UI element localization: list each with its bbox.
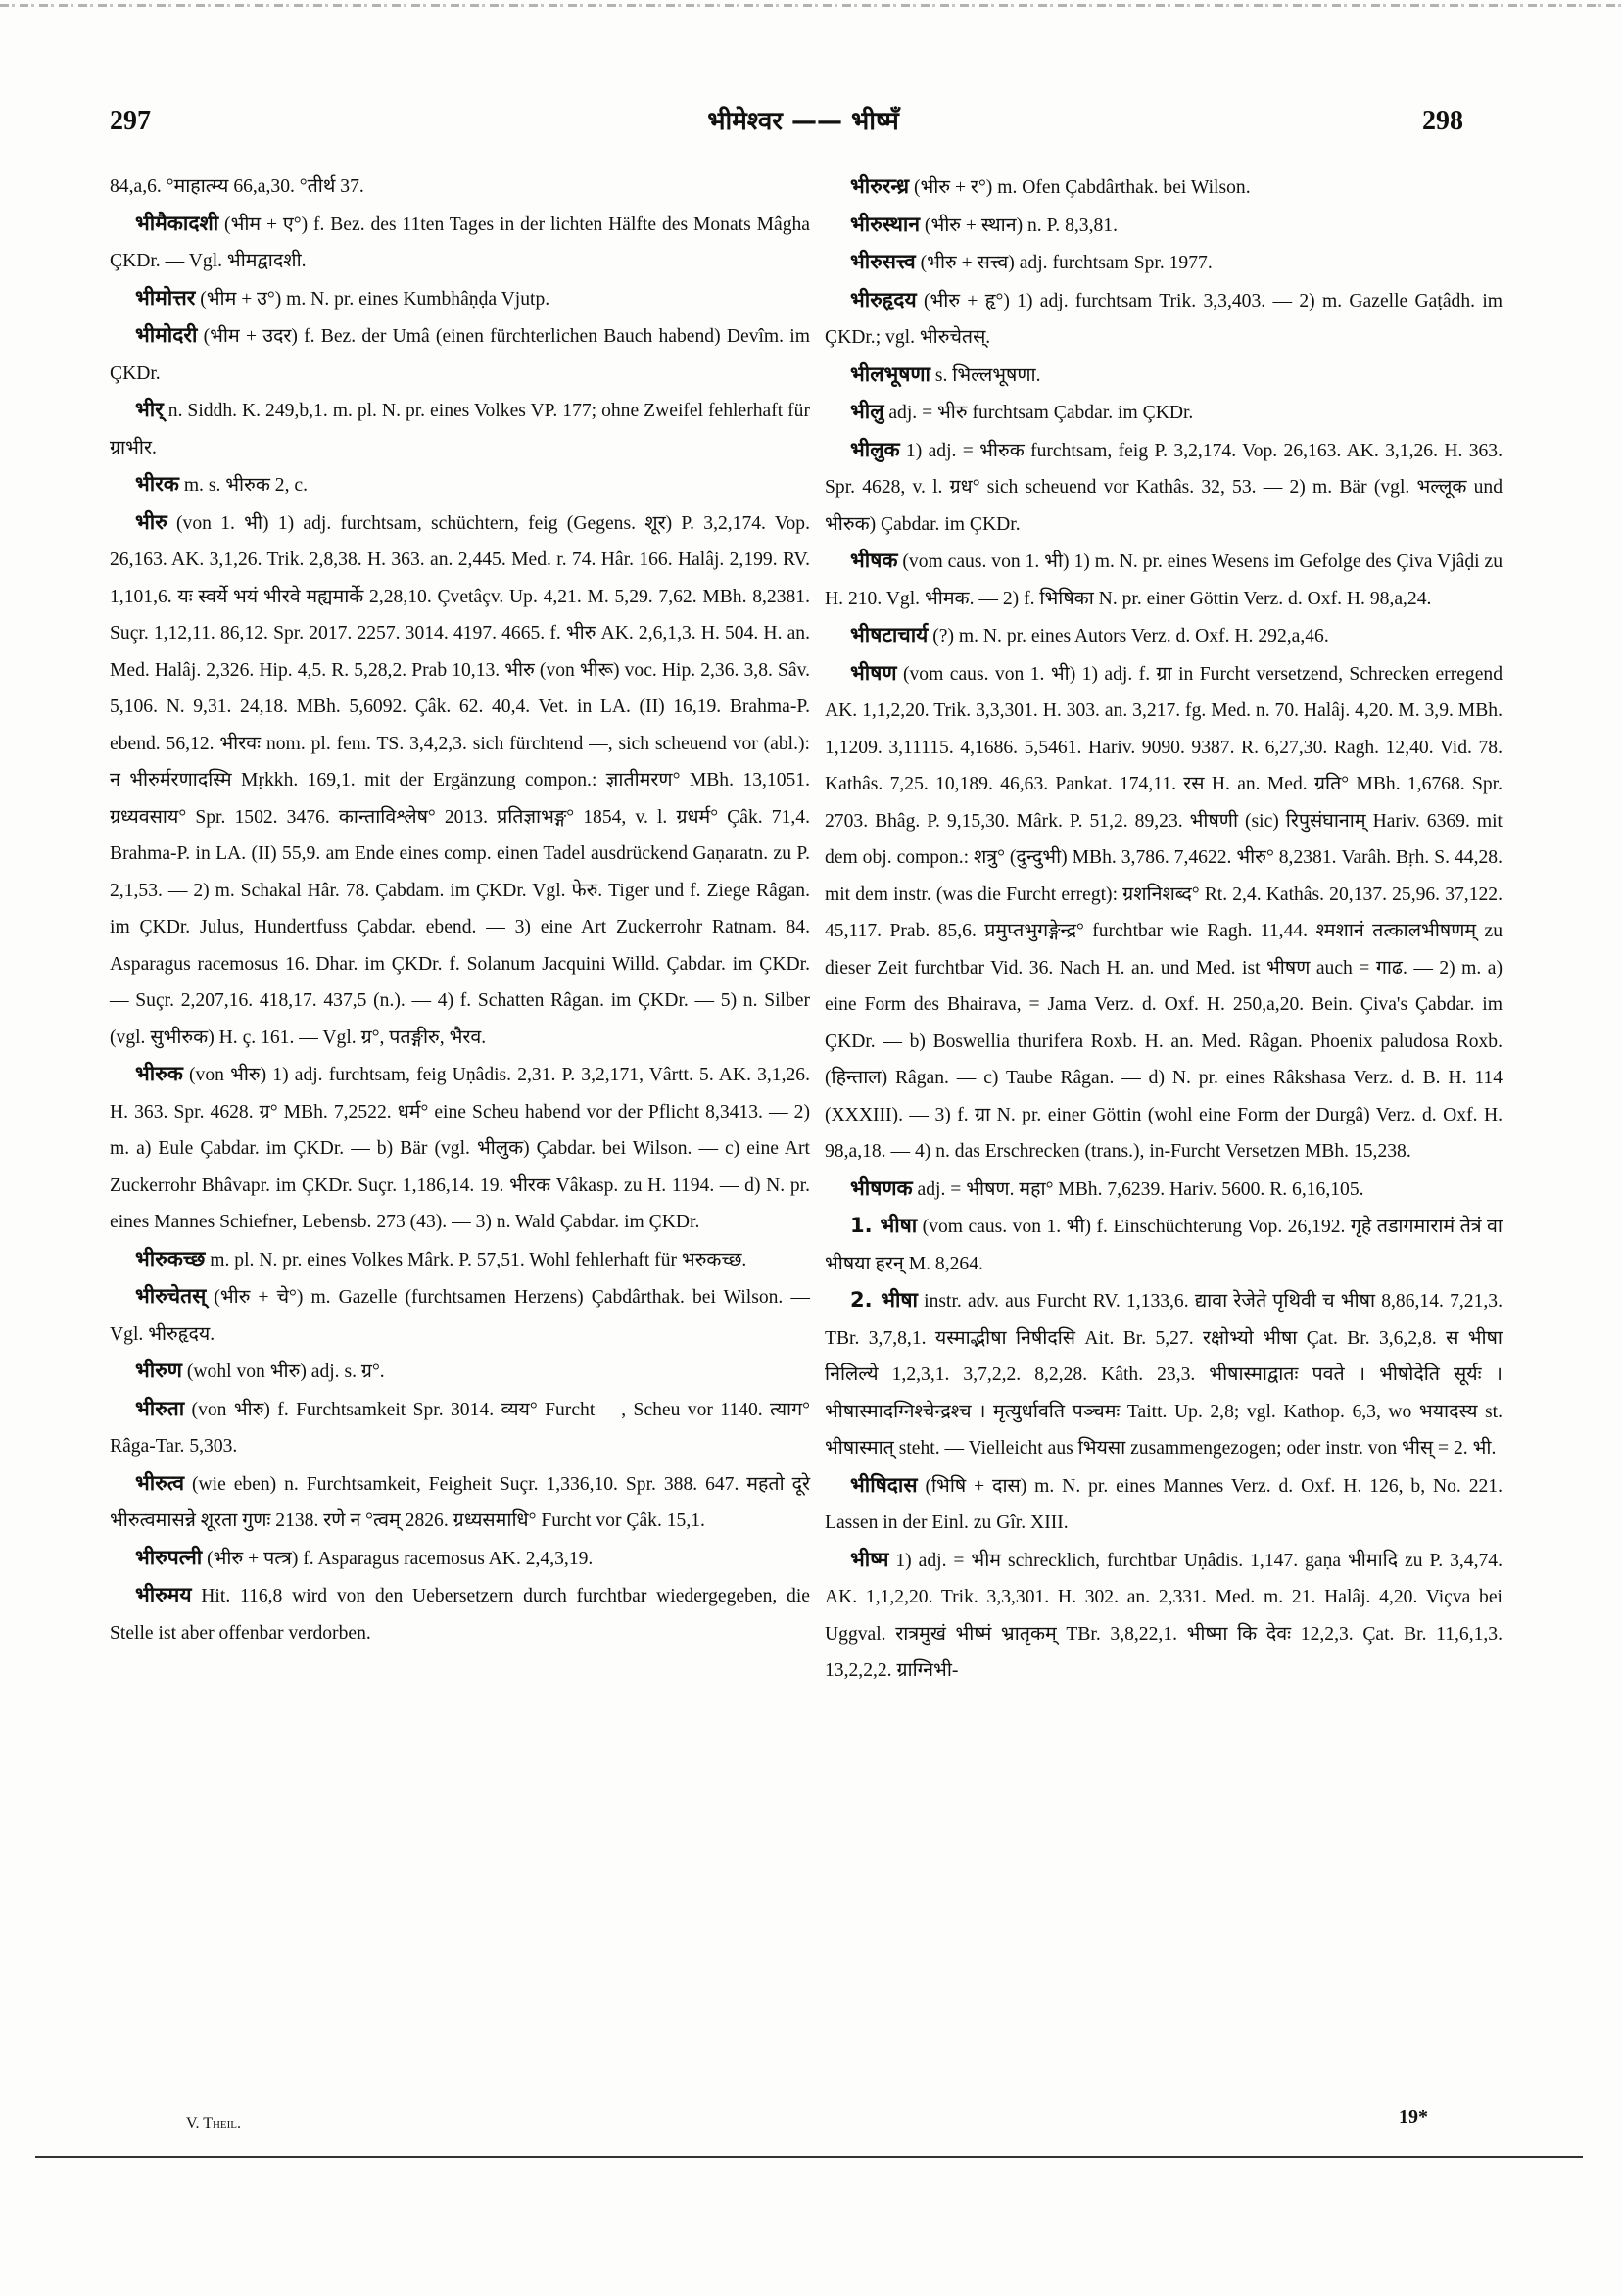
- signature-mark: 19*: [1399, 2106, 1428, 2128]
- entry-text: (भीम + ए°) f. Bez. des 11ten Tages in der lichten Hälfte des Monats Mâgha ÇKDr. — Vgl. भीमद्वादशी.: [110, 214, 810, 271]
- entry-text: (wohl von भीरु) adj. s. ग्र°.: [181, 1362, 385, 1382]
- dictionary-entry: [825, 394, 1503, 432]
- entry-headword: भीमैकादशी: [135, 211, 219, 235]
- entry-text: 1) adj. = भीम schrecklich, furchtbar Uṇâdis. 1,147. gaṇa भीमादि zu P. 3,4,74. AK. 1,1,2,20. Trik. 3,3,301. H. 302. an. 2,331. Med. m. 21. Halâj. 4,20. Viçva bei Uggval. रात्रमुखं भीष्मं भ्रातृकम् TBr. 3,8,22,1. भीष्मा कि देवः 12,2,3. Çat. Br. 11,6,1,3. 13,2,2,2. ग्राग्निभी-: [825, 1550, 1503, 1681]
- entry-headword: भीषटाचार्य: [850, 623, 929, 646]
- dictionary-entry: [110, 392, 810, 466]
- entry-text: 84,a,6. °माहात्म्य 66,a,30. °तीर्थ 37.: [110, 176, 364, 197]
- dictionary-entry: [110, 1056, 810, 1241]
- entry-headword: भीलभूषणा: [850, 361, 930, 386]
- dictionary-entry: [825, 1171, 1503, 1209]
- dictionary-entry: [110, 1353, 810, 1391]
- entry-headword: भीरुपत्नी: [135, 1545, 203, 1569]
- entry-headword: भीरुरन्ध्र: [850, 174, 910, 198]
- entry-headword: भीरुत्व: [135, 1470, 185, 1495]
- entry-headword: 1. भीषा: [850, 1214, 918, 1237]
- dictionary-entry: [110, 280, 810, 318]
- dictionary-entry: [110, 1278, 810, 1353]
- entry-headword: भीरुक: [135, 1062, 183, 1085]
- entry-text: m. pl. N. pr. eines Volkes Mârk. P. 57,51. Wohl fehlerhaft für भरुकच्छ.: [205, 1249, 747, 1270]
- dictionary-entry: [110, 1391, 810, 1465]
- entry-headword: भीषण: [850, 660, 897, 685]
- entry-text: (भीरु + पत्त्र) f. Asparagus racemosus AK. 2,4,3,19.: [202, 1548, 594, 1569]
- entry-text: 1) adj. = भीरुक furchtsam, feig P. 3,2,174. Vop. 26,163. AK. 3,1,26. H. 363. Spr. 4628, v. l. ग्रध° sich scheuend vor Kathâs. 32, 53. — 2) m. Bär (vgl. भल्लूक und भीरुक) Çabdar. im ÇKDr.: [825, 440, 1503, 535]
- entry-headword: भीरुण: [135, 1359, 182, 1382]
- dictionary-entry: [110, 1465, 810, 1540]
- dictionary-entry: [825, 168, 1503, 207]
- bottom-rule: [35, 2156, 1583, 2158]
- top-rule: [0, 4, 1622, 7]
- entry-text: adj. = भीषण. महा° MBh. 7,6239. Hariv. 5600. R. 6,16,105.: [912, 1178, 1364, 1200]
- entry-text: s. भिल्लभूषणा.: [930, 364, 1041, 386]
- entry-text: (भीरु + र°) m. Ofen Çabdârthak. bei Wilson.: [909, 177, 1251, 198]
- entry-headword: भीमोदरी: [135, 323, 198, 347]
- dictionary-entry: [825, 617, 1503, 655]
- entry-text: n. Siddh. K. 249,b,1. m. pl. N. pr. eines Volkes VP. 177; ohne Zweifel fehlerhaft für ग्राभीर.: [110, 401, 810, 458]
- entry-text: (vom caus. von 1. भी) 1) m. N. pr. eines Wesens im Gefolge des Çiva Vjâḍi zu H. 210. Vgl. भीमक. — 2) f. भिषिका N. pr. einer Göttin Verz. d. Oxf. H. 98,a,24.: [825, 551, 1503, 609]
- dictionary-entry: [110, 168, 810, 206]
- entry-headword: भीलु: [850, 400, 884, 423]
- entry-headword: भीरुस्थान: [850, 212, 921, 236]
- dictionary-entry: [825, 1467, 1503, 1542]
- entry-headword: भीमोत्तर: [135, 285, 196, 310]
- entry-headword: भीषक: [850, 549, 898, 572]
- dictionary-entry: [825, 207, 1503, 245]
- entry-text: m. s. भीरुक 2, c.: [178, 475, 308, 496]
- page-number-right: 298: [1422, 106, 1463, 136]
- dictionary-entry: [825, 1208, 1503, 1282]
- dictionary-entry: [825, 543, 1503, 617]
- entry-headword: भीषणक: [850, 1175, 913, 1200]
- page-number-left: 297: [110, 106, 151, 136]
- running-head: भीमेश्वर —— भीष्मँ: [707, 107, 899, 136]
- dictionary-entry: [110, 1577, 810, 1651]
- dictionary-entry: [825, 357, 1503, 395]
- entry-text: Hit. 116,8 wird von den Uebersetzern durch furchtbar wiedergegeben, die Stelle ist aber offenbar verdorben.: [110, 1586, 810, 1644]
- dictionary-entry: [110, 317, 810, 392]
- entry-text: (भीम + उदर) f. Bez. der Umâ (einen fürchterlichen Bauch habend) Devîm. im ÇKDr.: [110, 326, 810, 384]
- entry-text: (von भीरु) f. Furchtsamkeit Spr. 3014. व्यय° Furcht —, Scheu vor 1140. त्याग° Râga-Tar. 5,303.: [110, 1399, 810, 1457]
- entry-headword: भीर्: [135, 398, 164, 421]
- entry-headword: भीलुक: [850, 437, 900, 461]
- dictionary-entry: [825, 244, 1503, 282]
- dictionary-entry: [825, 1542, 1503, 1690]
- dictionary-entry: [825, 1282, 1503, 1467]
- entry-text: adj. = भीरु furchtsam Çabdar. im ÇKDr.: [883, 403, 1194, 423]
- dictionary-entry: [110, 1241, 810, 1279]
- entry-text: (von 1. भी) 1) adj. furchtsam, schüchtern, feig (Gegens. शूर) P. 3,2,174. Vop. 26,163. AK. 3,1,26. Trik. 2,8,38. H. 363. an. 2,445. Med. r. 74. Hâr. 166. Halâj. 2,199. RV. 1,101,6. यः स्वर्ये भयं भीरवे मह्यमार्के 2,28,10. Çvetâçv. Up. 4,21. M. 5,29. 7,62. MBh. 8,2381. Suçr. 1,12,11. 86,12. Spr. 2017. 2257. 3014. 4197. 4665. f. भीरु AK. 2,6,1,3. H. 504. H. an. Med. Halâj. 2,326. Hip. 4,5. R. 5,28,2. Prab 10,13. भीरु (von भीरू) voc. Hip. 2,36. 3,8. Sâv. 5,106. N. 9,31. 24,18. MBh. 5,6092. Çâk. 62. 40,4. Vet. in LA. (II) 16,19. Brahma-P. ebend. 56,12. भीरवः nom. pl. fem. TS. 3,4,2,3. sich fürchtend —, sich scheuend vor (abl.): न भीरुर्मरणादस्मि Mṛkkh. 169,1. mit der Ergänzung compon.: ज्ञातीमरण° MBh. 13,1051. ग्रध्यवसाय° Spr. 1502. 3476. कान्ताविश्लेष° 2013. प्रतिज्ञाभङ्ग° 1854, v. l. ग्रधर्म° Çâk. 71,4. Brahma-P. in LA. (II) 55,9. am Ende eines comp. einen Tadel ausdrückend Gaṇaratn. zu P. 2,1,53. — 2) m. Schakal Hâr. 78. Çabdam. im ÇKDr. Vgl. फेरु. Tiger und f. Ziege Râgan. im ÇKDr. Julus, Hundertfuss Çabdar. ebend. — 3) eine Art Zuckerrohr Ratnam. 84. Asparagus racemosus 16. Dhar. im ÇKDr. f. Solanum Jacquini Willd. Çabdar. im ÇKDr. — Suçr. 2,207,16. 418,17. 437,5 (n.). — 4) f. Schatten Râgan. im ÇKDr. — 5) n. Silber (vgl. सुभीरुक) H. ç. 161. — Vgl. ग्र°, पतङ्गीरु, भैरव.: [110, 512, 810, 1048]
- dictionary-entry: [110, 504, 810, 1057]
- entry-text: (भीरु + चे°) m. Gazelle (furchtsamen Herzens) Çabdârthak. bei Wilson. — Vgl. भीरुहृदय.: [110, 1287, 810, 1345]
- entry-headword: भीषिदास: [850, 1472, 918, 1497]
- entry-text: (भीरु + हृ°) 1) adj. furchtsam Trik. 3,3,403. — 2) m. Gazelle Gaṭâdh. im ÇKDr.; vgl. भीरुचेतस्.: [825, 290, 1503, 348]
- entry-headword: भीष्म: [850, 1547, 889, 1571]
- entry-text: (भीरु + सत्त्व) adj. furchtsam Spr. 1977.: [915, 253, 1213, 273]
- entry-headword: भीरु: [135, 509, 167, 534]
- entry-text: (wie eben) n. Furchtsamkeit, Feigheit Suçr. 1,336,10. Spr. 388. 647. महतो दूरे भीरुत्वमासन्ने शूरता गुणः 2138. रणे न °त्वम् 2826. ग्रध्यसमाधि° Furcht vor Çâk. 15,1.: [110, 1473, 810, 1531]
- entry-headword: भीरुहृदय: [850, 287, 917, 311]
- entry-headword: 2. भीषा: [850, 1288, 918, 1312]
- left-column: [110, 168, 810, 1651]
- entry-headword: भीरुसत्त्व: [850, 250, 916, 273]
- dictionary-entry: [110, 466, 810, 504]
- volume-note: V. Theil.: [186, 2115, 242, 2131]
- dictionary-entry: [110, 1540, 810, 1578]
- right-column: [825, 168, 1503, 1690]
- entry-text: (vom caus. von 1. भी) f. Einschüchterung Vop. 26,192. गृहे तडागमारामं तेत्रं वा भीषया हरन् M. 8,264.: [825, 1217, 1503, 1274]
- entry-headword: भीरक: [135, 472, 179, 496]
- entry-text: (von भीरु) 1) adj. furchtsam, feig Uṇâdis. 2,31. P. 3,2,171, Vârtt. 5. AK. 3,1,26. H. 363. Spr. 4628. ग्र° MBh. 7,2522. धर्म° eine Scheu habend vor der Pflicht 8,3413. — 2) m. a) Eule Çabdar. im ÇKDr. — b) Bär (vgl. भीलुक) Çabdar. bei Wilson. — c) eine Art Zuckerrohr Bhâvapr. im ÇKDr. Suçr. 1,186,14. 19. भीरक Vâkasp. zu H. 1194. — d) N. pr. eines Mannes Schiefner, Lebensb. 273 (43). — 3) n. Wald Çabdar. im ÇKDr.: [110, 1065, 810, 1232]
- entry-text: (vom caus. von 1. भी) 1) adj. f. ग्रा in Furcht versetzend, Schrecken erregend AK. 1,1,2,20. Trik. 3,3,301. H. 303. an. 3,217. fg. Med. n. 70. Halâj. 4,20. M. 3,9. MBh. 1,1209. 3,11115. 4,1686. 5,5461. Hariv. 9090. 9387. R. 6,27,30. Ragh. 12,40. Vid. 78. Kathâs. 7,25. 10,189. 46,63. Pankat. 174,11. रस H. an. Med. ग्रति° MBh. 1,6768. Spr. 2703. Bhâg. P. 9,15,30. Mârk. P. 51,2. 89,23. भीषणी (sic) रिपुसंघानाम् Hariv. 6369. mit dem obj. compon.: शत्रु° (दुन्दुभी) MBh. 3,786. 7,4622. भीरु° 8,2381. Varâh. Bṛh. S. 44,28. mit dem instr. (was die Furcht erregt): ग्रशनिशब्द° Rt. 2,4. Kathâs. 20,137. 25,96. 37,122. 45,117. Prab. 85,6. प्रमुप्तभुगङ्गेन्द्र° furchtbar wie Ragh. 11,44. श्मशानं तत्कालभीषणम् zu dieser Zeit furchtbar Vid. 36. Nach H. an. und Med. ist भीषण auch = गाढ. — 2) m. a) eine Form des Bhairava, = Jama Verz. d. Oxf. H. 250,a,20. Bein. Çiva's Çabdar. im ÇKDr. — b) Boswellia thurifera Roxb. H. an. Med. Râgan. Phoenix paludosa Roxb. (हिन्ताल) Râgan. — c) Taube Râgan. — d) N. pr. eines Râkshasa Verz. d. B. H. 114 (XXXIII). — 3) f. ग्रा N. pr. einer Göttin (wohl eine Form der Durgâ) Verz. d. Oxf. H. 98,a,18. — 4) n. das Erschrecken (trans.), in-Furcht Versetzen MBh. 15,238.: [825, 663, 1503, 1162]
- dictionary-entry: [825, 282, 1503, 357]
- entry-text: (?) m. N. pr. eines Autors Verz. d. Oxf. H. 292,a,46.: [928, 626, 1329, 646]
- dictionary-entry: [825, 655, 1503, 1171]
- entry-text: instr. adv. aus Furcht RV. 1,133,6. द्यावा रेजेते पृथिवी च भीषा 8,86,14. 7,21,3. TBr. 3,7,8,1. यस्माद्भीषा निषीदसि Ait. Br. 5,27. रक्षोभ्यो भीषा Çat. Br. 3,6,2,8. स भीषा निलिल्ये 1,2,3,1. 3,7,2,2. 8,2,28. Kâth. 23,3. भीषास्माद्वातः पवते । भीषोदेति सूर्यः । भीषास्मादग्निश्चेन्द्रश्च । मृत्युर्धावति पञ्चमः Taitt. Up. 2,8; vgl. Kathop. 6,3, wo भयादस्य st. भीषास्मात् steht. — Vielleicht aus भियसा zusammengezogen; oder instr. von भीस् = 2. भी.: [825, 1291, 1503, 1459]
- entry-text: (भिषि + दास) m. N. pr. eines Mannes Verz. d. Oxf. H. 126, b, No. 221. Lassen in der Einl. zu Gîr. XIII.: [825, 1475, 1503, 1533]
- entry-headword: भीरुचेतस्: [135, 1284, 207, 1308]
- dictionary-entry: [825, 432, 1503, 544]
- dictionary-entry: [110, 206, 810, 280]
- entry-headword: भीरुकच्छ: [135, 1246, 206, 1270]
- entry-text: (भीम + उ°) m. N. pr. eines Kumbhâṇḍa Vjutp.: [195, 288, 550, 310]
- entry-headword: भीरुमय: [135, 1583, 192, 1606]
- entry-text: (भीरु + स्थान) n. P. 8,3,81.: [920, 215, 1118, 236]
- entry-headword: भीरुता: [135, 1396, 185, 1420]
